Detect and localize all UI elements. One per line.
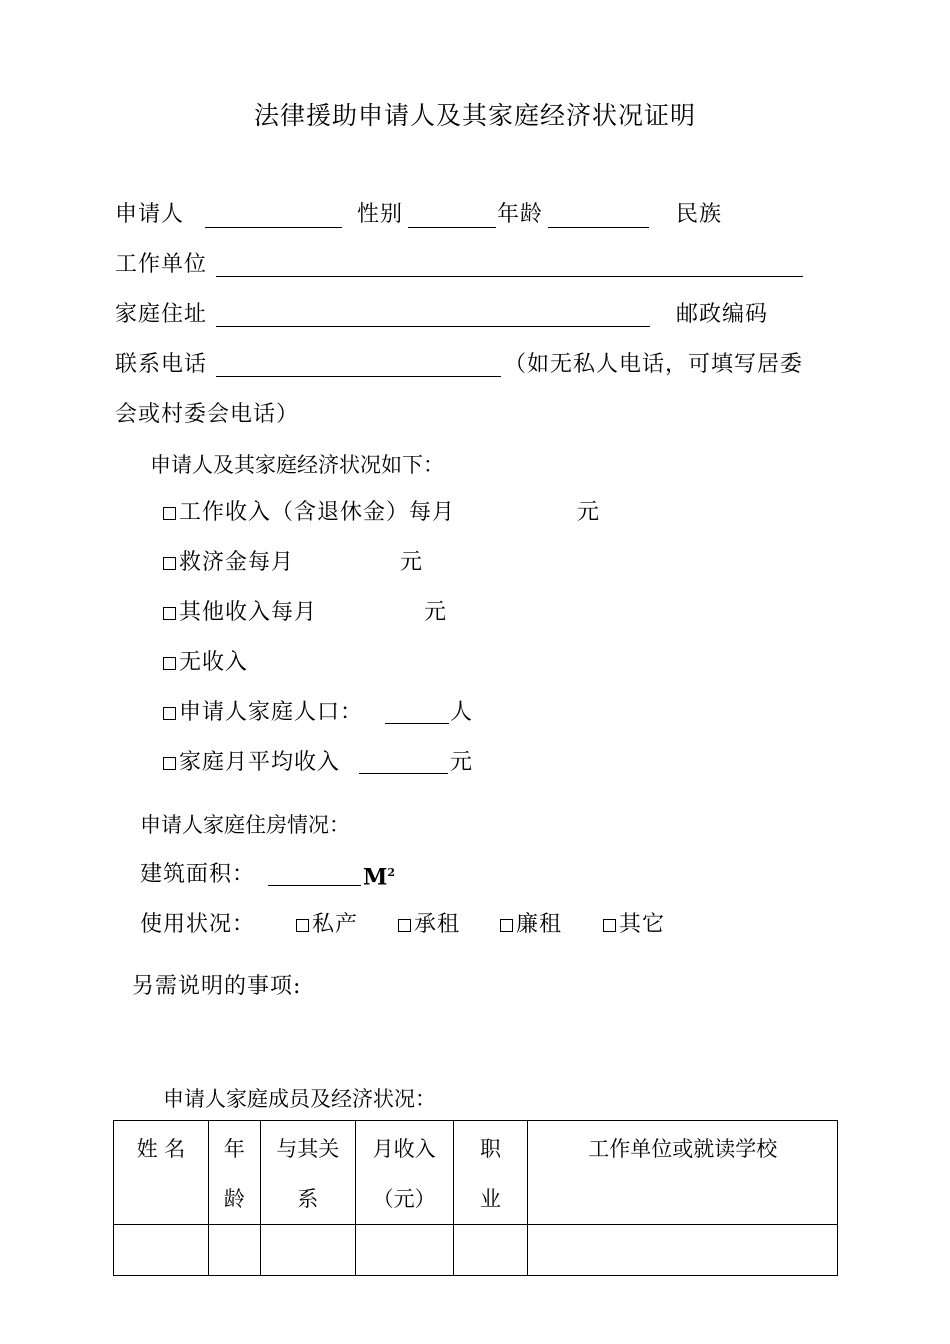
household-size-label: 申请人家庭人口： [179,700,364,725]
col-relation-header-line2: 系 [297,1187,319,1211]
col-name-header-text: 姓 名 [136,1137,186,1161]
checkbox-work-income[interactable] [163,498,455,528]
col-relation-header-line1: 与其关 [276,1137,340,1161]
checkbox-low-rent[interactable] [500,910,562,940]
ethnicity-label: 民族 [676,202,723,227]
table-cell[interactable] [528,1225,838,1276]
col-occupation-header-line2: 业 [480,1187,502,1211]
col-workplace-header-text: 工作单位或就读学校 [588,1137,778,1161]
no-income-label: 无收入 [179,650,249,675]
work-unit-label: 工作单位 [115,252,208,277]
checkbox-no-income[interactable] [163,648,248,678]
household-size-input[interactable] [385,723,449,724]
table-row [114,1225,838,1276]
applicant-label: 申请人 [115,202,185,227]
age-label: 年龄 [497,202,544,227]
area-unit-sup: 2 [387,866,396,879]
housing-heading: 申请人家庭住房情况： [140,813,350,837]
work-income-label: 工作收入（含退休金）每月 [179,500,456,525]
other-housing-label: 其它 [619,912,666,937]
monthly-avg-income-label: 家庭月平均收入 [179,750,341,775]
area-unit-m: M [363,864,388,891]
checkbox-household-size[interactable] [163,698,363,728]
relief-fund-label: 救济金每月 [179,550,295,575]
checkbox-monthly-avg-income[interactable] [163,748,340,778]
checkbox-icon[interactable] [603,919,616,932]
table-cell[interactable] [453,1225,528,1276]
col-occupation-header-line1: 职 [480,1137,502,1161]
table-cell[interactable] [208,1225,260,1276]
checkbox-other-income[interactable] [163,598,317,628]
phone-note-continued: 会或村委会电话） [115,402,300,427]
phone-note: （如无私人电话，可填写居委 [504,352,804,377]
age-input[interactable] [548,227,649,228]
col-income-header-line2: （元） [372,1187,436,1211]
other-income-label: 其他收入每月 [179,600,318,625]
other-income-unit: 元 [424,600,448,625]
col-age-header [208,1121,260,1225]
household-size-unit: 人 [450,700,474,725]
address-label: 家庭住址 [115,302,208,327]
checkbox-icon[interactable] [163,607,176,620]
checkbox-other-housing[interactable] [603,910,665,940]
col-occupation-header [453,1121,528,1225]
phone-input[interactable] [216,376,501,377]
economic-heading: 申请人及其家庭经济状况如下： [150,453,444,477]
monthly-avg-income-input[interactable] [359,773,448,774]
phone-label: 联系电话 [115,352,208,377]
checkbox-private-property[interactable] [296,910,358,940]
page-title: 法律援助申请人及其家庭经济状况证明 [253,101,696,130]
low-rent-label: 廉租 [516,912,563,937]
col-income-header [355,1121,453,1225]
checkbox-relief-fund[interactable] [163,548,294,578]
col-name-header [114,1121,209,1225]
checkbox-icon[interactable] [500,919,513,932]
checkbox-icon[interactable] [163,557,176,570]
usage-status-label: 使用状况： [140,912,256,937]
checkbox-icon[interactable] [296,919,309,932]
table-header-row [114,1121,838,1225]
checkbox-icon[interactable] [163,707,176,720]
private-property-label: 私产 [312,912,359,937]
postal-code-label: 邮政编码 [676,302,769,327]
table-cell[interactable] [114,1225,209,1276]
members-heading: 申请人家庭成员及经济状况： [163,1087,436,1111]
gender-input[interactable] [408,227,496,228]
checkbox-rented[interactable] [398,910,460,940]
col-relation-header [260,1121,355,1225]
gender-label: 性别 [357,202,404,227]
col-income-header-line1: 月收入 [372,1137,436,1161]
area-unit [363,858,395,892]
col-workplace-header [528,1121,838,1225]
family-members-table [113,1120,838,1276]
rented-label: 承租 [414,912,461,937]
additional-notes-label: 另需说明的事项: [132,974,302,999]
checkbox-icon[interactable] [163,657,176,670]
address-input[interactable] [216,326,650,327]
table-cell[interactable] [260,1225,355,1276]
col-age-header-line2: 龄 [223,1187,245,1211]
checkbox-icon[interactable] [163,507,176,520]
checkbox-icon[interactable] [163,757,176,770]
col-age-header-line1: 年 [223,1137,245,1161]
work-unit-input[interactable] [216,276,803,277]
building-area-label: 建筑面积： [140,862,256,887]
work-income-unit: 元 [577,500,601,525]
table-cell[interactable] [355,1225,453,1276]
applicant-input[interactable] [205,227,342,228]
building-area-input[interactable] [268,885,361,886]
relief-fund-unit: 元 [400,550,424,575]
monthly-avg-income-unit: 元 [450,750,474,775]
checkbox-icon[interactable] [398,919,411,932]
